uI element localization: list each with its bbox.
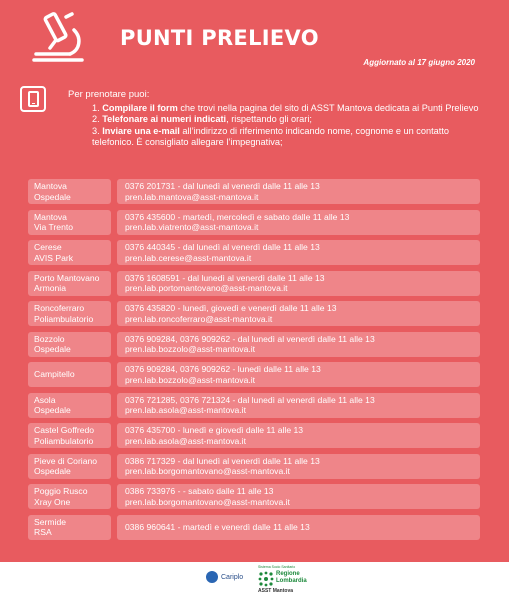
location-name: [28, 515, 111, 540]
location-email[interactable]: pren.lab.mantova@asst-mantova.it: [125, 191, 259, 202]
location-email[interactable]: pren.lab.viatrento@asst-mantova.it: [125, 222, 259, 232]
location-contact: [117, 362, 480, 387]
location-site: Poliambulatorio: [34, 313, 94, 324]
location-row: [28, 423, 480, 448]
location-email[interactable]: pren.lab.portomantovano@asst-mantova.it: [125, 283, 288, 293]
location-site: RSA: [34, 527, 52, 537]
location-site: Ospedale: [34, 405, 71, 415]
location-site: Armonia: [34, 283, 66, 293]
step-2-text: , rispettando gli orari;: [226, 114, 312, 125]
location-contact: [117, 271, 480, 296]
location-row: [28, 393, 480, 418]
location-phone[interactable]: 0386 717329 - dal lunedì al venerdì dalle 11 alle 13: [125, 455, 320, 466]
cariplo-name: Cariplo: [221, 573, 244, 581]
location-email[interactable]: pren.lab.asola@asst-mantova.it: [125, 405, 246, 415]
location-city: Bozzolo: [34, 333, 65, 344]
microscope-icon: [26, 10, 90, 64]
location-row: [28, 240, 480, 265]
location-city: Porto Mantovano: [34, 272, 100, 283]
location-phone[interactable]: 0386 960641 - martedì e venerdì dalle 11 alle 13: [125, 521, 310, 532]
location-site: Via Trento: [34, 222, 74, 232]
cariplo-mark-icon: [206, 571, 218, 583]
location-row: [28, 332, 480, 357]
cariplo-logo: [206, 571, 243, 583]
location-email[interactable]: pren.lab.borgomantovano@asst-mantova.it: [125, 466, 290, 476]
location-name: [28, 484, 111, 509]
location-phone[interactable]: 0376 435700 - lunedì e giovedì dalle 11 alle 13: [125, 425, 304, 436]
location-city: Cerese: [34, 242, 62, 253]
location-name: [28, 301, 111, 326]
location-phone[interactable]: 0376 435600 - martedì, mercoledì e sabato dalle 11 alle 13: [125, 211, 350, 222]
location-contact: [117, 454, 480, 479]
location-name: [28, 271, 111, 296]
location-city: Castel Goffredo: [34, 425, 95, 436]
location-phone[interactable]: 0386 733976 - - sabato dalle 11 alle 13: [125, 486, 274, 497]
intro-lead: Per prenotare puoi:: [68, 89, 150, 100]
update-date: Aggiornato al 17 giugno 2020: [363, 58, 475, 67]
location-contact: [117, 423, 480, 448]
location-email[interactable]: pren.lab.borgomantovano@asst-mantova.it: [125, 496, 290, 507]
location-city: Campitello: [34, 369, 75, 380]
step-3-text: all’indirizzo di riferimento indicando nome, cognome e un contatto telefonico. È consigliato allegare l’impegnativa;: [92, 125, 449, 148]
location-phone[interactable]: 0376 909284, 0376 909262 - lunedì dalle 11 alle 13: [125, 364, 321, 375]
location-site: Ospedale: [34, 466, 71, 476]
regione-name-line-1: Regione: [276, 571, 300, 577]
step-2: [92, 114, 492, 125]
location-phone[interactable]: 0376 201731 - dal lunedì al venerdì dalle 11 alle 13: [125, 181, 320, 192]
location-city: Poggio Rusco: [34, 486, 88, 497]
location-site: Ospedale: [34, 344, 71, 354]
step-1-text: che trovi nella pagina del sito di ASST Mantova dedicata ai Punti Prelievo: [177, 103, 479, 113]
location-contact: [117, 332, 480, 357]
location-email[interactable]: pren.lab.roncoferraro@asst-mantova.it: [125, 313, 273, 324]
location-site: Poliambulatorio: [34, 435, 94, 446]
locations-list: [28, 179, 480, 545]
location-contact: [117, 484, 480, 509]
location-row: [28, 179, 480, 204]
location-row: [28, 362, 480, 387]
location-city: Mantova: [34, 181, 67, 192]
location-phone[interactable]: 0376 435820 - lunedì, giovedì e venerdì dalle 11 alle 13: [125, 303, 337, 314]
footer: [0, 562, 509, 600]
location-row: [28, 301, 480, 326]
location-contact: [117, 179, 480, 204]
location-contact: [117, 210, 480, 235]
step-3: [92, 126, 492, 149]
regione-system-label: Sistema Socio Sanitario: [258, 565, 296, 569]
location-contact: [117, 301, 480, 326]
location-city: Asola: [34, 394, 56, 405]
location-name: [28, 332, 111, 357]
page-title: PUNTI PRELIEVO: [120, 26, 319, 50]
location-name: [28, 240, 111, 265]
location-name: [28, 362, 111, 387]
location-email[interactable]: pren.lab.bozzolo@asst-mantova.it: [125, 374, 256, 385]
step-3-bold: Inviare una e-mail: [102, 125, 180, 136]
step-1-link[interactable]: Compilare il form: [102, 103, 178, 113]
location-site: Xray One: [34, 496, 71, 507]
step-2-bold: Telefonare ai numeri indicati: [102, 114, 227, 125]
regione-name-line-2: Lombardia: [276, 577, 307, 584]
location-phone[interactable]: 0376 1608591 - dal lunedì al venerdì dalle 11 alle 13: [125, 272, 325, 283]
location-row: [28, 515, 480, 540]
step-2-number: 2.: [92, 114, 103, 125]
smartphone-icon: [20, 86, 46, 112]
location-row: [28, 484, 480, 509]
location-city: Mantova: [34, 211, 67, 222]
location-email[interactable]: pren.lab.asola@asst-mantova.it: [125, 435, 246, 446]
booking-steps: [92, 103, 492, 149]
location-phone[interactable]: 0376 721285, 0376 721324 - dal lunedì al venerdì dalle 11 alle 13: [125, 394, 375, 405]
location-row: [28, 271, 480, 296]
step-1-number: 1.: [92, 103, 103, 113]
regione-lombardia-logo: [258, 562, 348, 596]
location-email[interactable]: pren.lab.cerese@asst-mantova.it: [125, 252, 252, 263]
regione-name: [276, 571, 307, 584]
location-name: [28, 210, 111, 235]
location-row: [28, 454, 480, 479]
location-contact: [117, 515, 480, 540]
location-city: Roncoferraro: [34, 303, 85, 314]
rosa-camuna-icon: [258, 571, 274, 587]
location-name: [28, 423, 111, 448]
step-1: [92, 103, 492, 114]
location-email[interactable]: pren.lab.bozzolo@asst-mantova.it: [125, 344, 256, 354]
location-name: [28, 454, 111, 479]
location-phone[interactable]: 0376 909284, 0376 909262 - dal lunedì al venerdì dalle 11 alle 13: [125, 333, 375, 344]
location-phone[interactable]: 0376 440345 - dal lunedì al venerdì dalle 11 alle 13: [125, 242, 320, 253]
location-contact: [117, 240, 480, 265]
location-site: Ospedale: [34, 191, 71, 202]
location-name: [28, 179, 111, 204]
location-site: AVIS Park: [34, 252, 74, 263]
location-city: Sermide: [34, 516, 66, 527]
location-row: [28, 210, 480, 235]
step-3-number: 3.: [92, 125, 103, 136]
location-name: [28, 393, 111, 418]
location-contact: [117, 393, 480, 418]
asst-label: ASST Mantova: [258, 588, 294, 594]
location-city: Pieve di Coriano: [34, 455, 98, 466]
